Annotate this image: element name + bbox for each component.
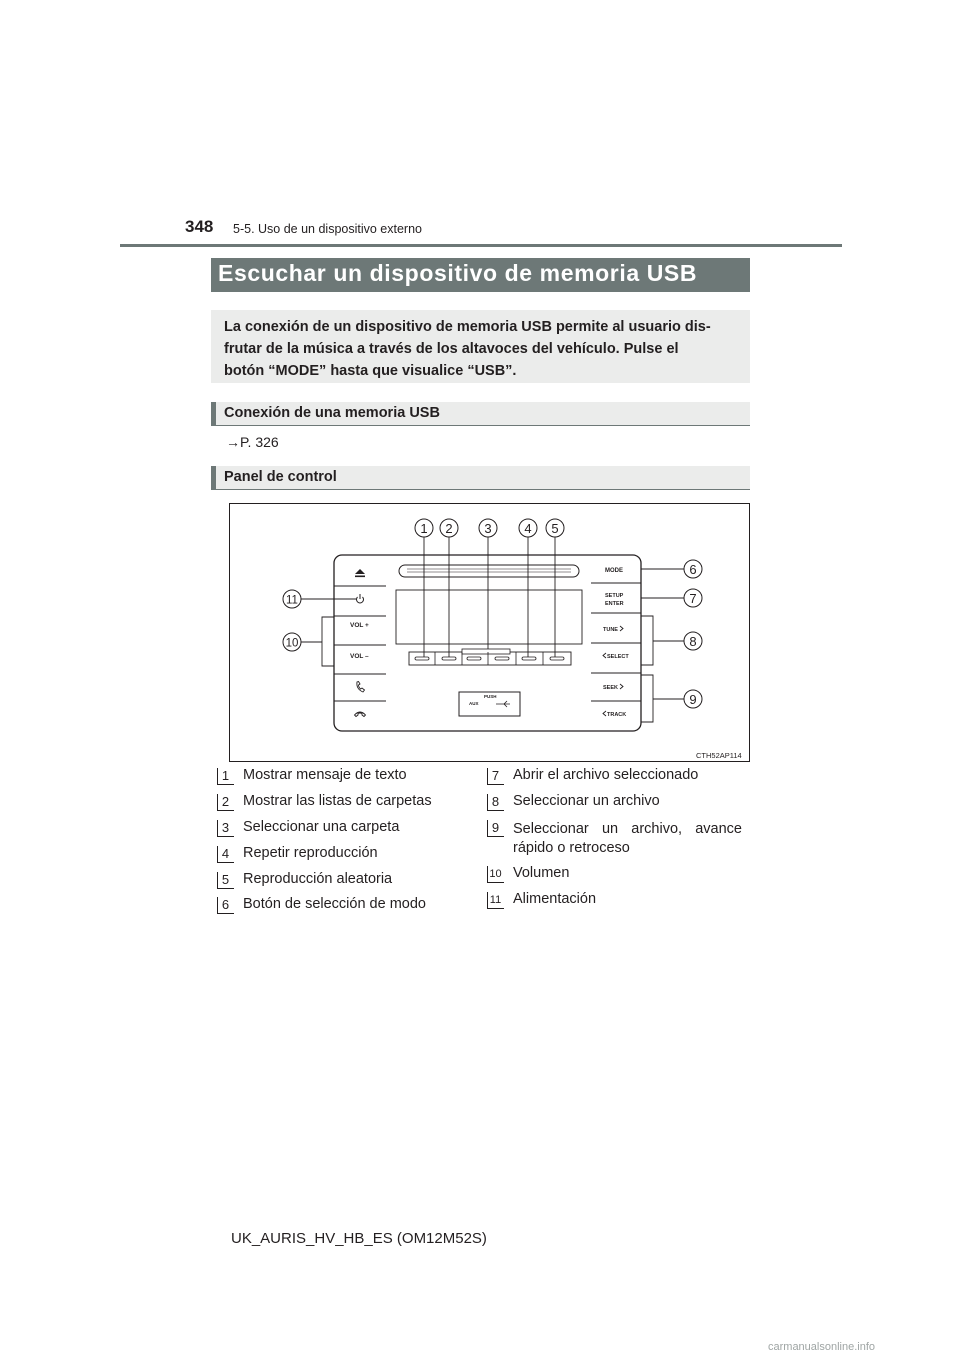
vol-up-label: VOL +	[350, 622, 369, 629]
callout-4	[519, 519, 537, 537]
legend-text-continued: rápido o retroceso	[513, 840, 630, 856]
callout-2	[440, 519, 458, 537]
callout-5	[546, 519, 564, 537]
legend-text: Volumen	[513, 865, 570, 881]
legend-text: Seleccionar una carpeta	[243, 819, 400, 835]
eject-icon	[355, 569, 365, 577]
control-panel-heading: Panel de control	[224, 469, 337, 485]
track-chevron-icon	[603, 711, 606, 716]
control-panel-illustration	[229, 503, 750, 762]
footer-document-code: UK_AURIS_HV_HB_ES (OM12M52S)	[231, 1230, 487, 1247]
legend-number: 11	[487, 892, 504, 909]
intro-line: botón “MODE” hasta que visualice “USB”.	[224, 363, 517, 379]
legend-number: 5	[217, 872, 234, 889]
svg-text:4: 4	[524, 521, 532, 536]
legend-number: 4	[217, 846, 234, 863]
phone-hangup-icon	[355, 712, 366, 717]
usb-connection-heading: Conexión de una memoria USB	[224, 405, 440, 421]
legend-text: Reproducción aleatoria	[243, 871, 393, 887]
legend-text: Mostrar mensaje de texto	[243, 767, 407, 783]
push-label: PUSH	[484, 694, 497, 699]
setup-label: SETUP	[605, 593, 624, 599]
header-divider	[120, 244, 842, 247]
page-title: Escuchar un dispositivo de memoria USB	[218, 260, 698, 286]
callout-1	[415, 519, 433, 537]
callout-11	[283, 590, 301, 608]
legend-number: 7	[487, 768, 504, 785]
mode-button-label: MODE	[605, 568, 623, 574]
page-reference-link[interactable]: →P. 326	[226, 434, 279, 450]
callout-3	[479, 519, 497, 537]
callout-8	[684, 632, 702, 650]
svg-text:8: 8	[689, 634, 697, 649]
legend-text: Seleccionar un archivo, avance	[513, 821, 742, 837]
power-icon	[357, 594, 364, 603]
svg-text:9: 9	[689, 692, 697, 707]
legend-number: 3	[217, 820, 234, 837]
svg-text:10: 10	[285, 637, 299, 650]
legend-text: Seleccionar un archivo	[513, 793, 660, 809]
svg-text:7: 7	[689, 591, 697, 606]
phone-call-icon	[357, 682, 365, 693]
legend-number: 10	[487, 866, 504, 883]
svg-text:1: 1	[420, 521, 428, 536]
legend-number: 8	[487, 794, 504, 811]
select-label: SELECT	[607, 654, 629, 660]
intro-line: La conexión de un dispositivo de memoria USB permite al usuario dis-	[224, 319, 711, 335]
svg-text:2: 2	[445, 521, 453, 536]
seek-chevron-icon	[620, 684, 623, 689]
legend-text: Botón de selección de modo	[243, 896, 426, 912]
section-breadcrumb: 5-5. Uso de un dispositivo externo	[233, 222, 422, 236]
tune-label: TUNE	[603, 627, 618, 633]
svg-text:11: 11	[286, 594, 298, 607]
enter-label: ENTER	[605, 601, 624, 607]
legend-number: 6	[217, 897, 234, 914]
intro-line: frutar de la música a través de los altavoces del vehículo. Pulse el	[224, 341, 679, 357]
vol-down-label: VOL –	[350, 653, 369, 660]
legend-number: 2	[217, 794, 234, 811]
intro-paragraph	[224, 316, 741, 382]
callout-7	[684, 589, 702, 607]
tune-chevron-icon	[620, 626, 623, 631]
callout-9	[684, 690, 702, 708]
svg-text:6: 6	[689, 562, 697, 577]
aux-label: AUX	[469, 701, 479, 706]
legend-text: Mostrar las listas de carpetas	[243, 793, 432, 809]
track-label: TRACK	[607, 712, 627, 718]
legend-number: 1	[217, 768, 234, 785]
legend-text: Alimentación	[513, 891, 597, 907]
cd-slot	[399, 565, 579, 577]
page-number: 348	[185, 217, 214, 236]
figure-code: CTH52AP114	[696, 751, 742, 760]
svg-text:5: 5	[551, 521, 559, 536]
watermark: carmanualsonline.info	[768, 1341, 876, 1353]
legend-text: Repetir reproducción	[243, 845, 378, 861]
select-chevron-icon	[603, 653, 606, 658]
legend-text: Abrir el archivo seleccionado	[513, 767, 699, 783]
callout-6	[684, 560, 702, 578]
callout-10	[283, 633, 301, 651]
usb-icon	[496, 701, 510, 707]
seek-label: SEEK	[603, 685, 618, 691]
legend-number: 9	[487, 820, 504, 837]
svg-text:3: 3	[484, 521, 492, 536]
